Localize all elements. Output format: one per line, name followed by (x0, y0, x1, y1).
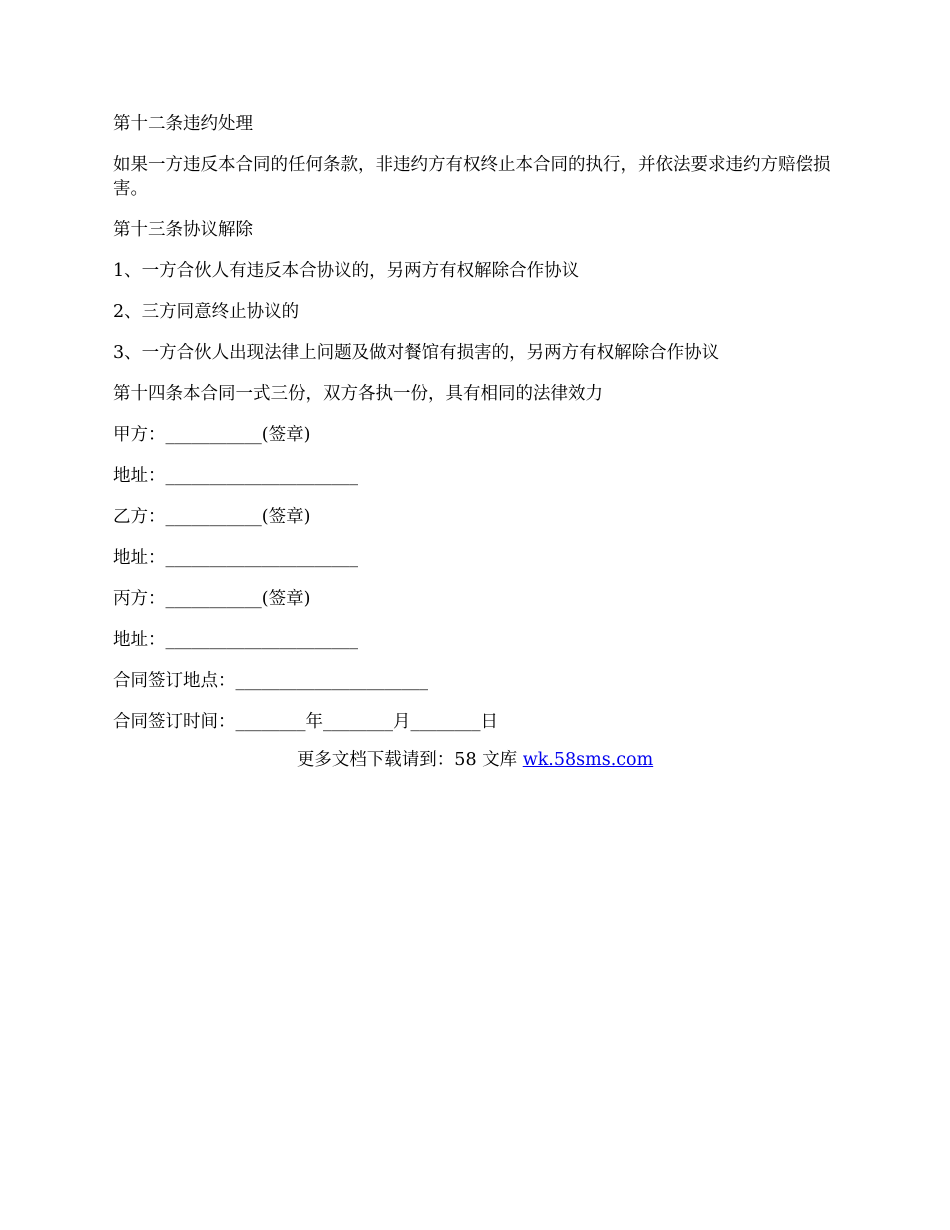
party-b-signature: 乙方：___________(签章) (113, 507, 311, 527)
party-c-address: 地址：______________________ (113, 630, 358, 650)
signing-place: 合同签订地点：______________________ (113, 671, 428, 691)
article-12-body: 如果一方违反本合同的任何条款，非违约方有权终止本合同的执行，并依法要求违约方赔偿损害。 (113, 155, 831, 199)
download-footer (0, 748, 950, 772)
party-a-signature: 甲方：___________(签章) (113, 425, 311, 445)
article-14: 第十四条本合同一式三份，双方各执一份，具有相同的法律效力 (113, 384, 603, 404)
footer-link[interactable]: wk.58sms.com (522, 750, 654, 770)
signing-time: 合同签订时间：________年________月________日 (113, 712, 498, 732)
article-13-item-2: 2、三方同意终止协议的 (113, 302, 300, 322)
party-a-address: 地址：______________________ (113, 466, 358, 486)
article-12-title: 第十二条违约处理 (113, 114, 253, 134)
article-13-title: 第十三条协议解除 (113, 220, 253, 240)
party-c-signature: 丙方：___________(签章) (113, 589, 311, 609)
article-13-item-3: 3、一方合伙人出现法律上问题及做对餐馆有损害的，另两方有权解除合作协议 (113, 343, 720, 363)
document-body (113, 112, 843, 751)
article-13-item-1: 1、一方合伙人有违反本合协议的，另两方有权解除合作协议 (113, 261, 580, 281)
footer-prefix: 更多文档下载请到：58 文库 (296, 750, 523, 770)
party-b-address: 地址：______________________ (113, 548, 358, 568)
